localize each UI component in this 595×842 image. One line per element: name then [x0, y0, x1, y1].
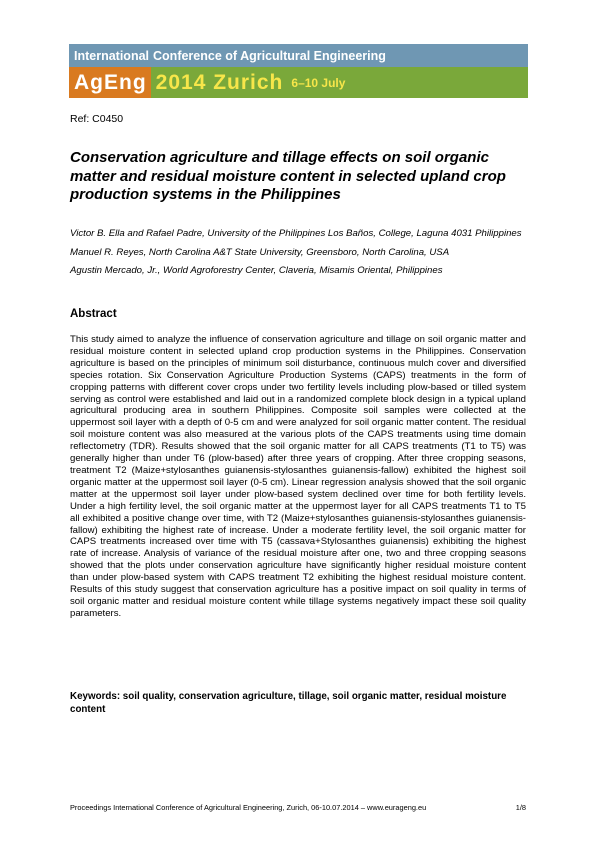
- footer-proceedings: Proceedings International Conference of Agricultural Engineering, Zurich, 06-10.07.2014 – www.eurageng.eu: [70, 803, 427, 812]
- page-number: 1/8: [515, 803, 526, 812]
- banner-top-row: [69, 44, 528, 67]
- abstract-heading: Abstract: [70, 308, 117, 320]
- author-affiliation: Manuel R. Reyes, North Carolina A&T State University, Greensboro, North Carolina, USA: [70, 246, 450, 258]
- paper-reference: Ref: C0450: [70, 113, 124, 125]
- keywords: Keywords: soil quality, conservation agriculture, tillage, soil organic matter, residual moisture content: [70, 691, 507, 715]
- banner-conference-name: Conference of Agricultural Engineering: [153, 48, 386, 63]
- author-affiliation: Agustin Mercado, Jr., World Agroforestry Center, Claveria, Misamis Oriental, Philippines: [70, 265, 443, 276]
- banner-international: International: [74, 48, 150, 63]
- paper-title: Conservation agriculture and tillage effects on soil organic matter and residual moisture content in selected upland crop production systems in the Philippines: [70, 149, 506, 203]
- banner-bottom-row: [69, 67, 528, 98]
- banner-location-block: [151, 67, 528, 98]
- banner-dates: 6–10 July: [291, 75, 346, 90]
- author-affiliation: Victor B. Ella and Rafael Padre, University of the Philippines Los Baños, College, Laguna 4031 Philippines: [70, 228, 522, 239]
- banner-location: 2014 Zurich: [155, 70, 284, 94]
- conference-banner: [69, 44, 528, 98]
- author-list: [70, 227, 530, 283]
- abstract-body: This study aimed to analyze the influence of conservation agriculture and tillage on soil organic matter and residual moisture content in selected upland crop production systems in the Philippines. Conservation agriculture is based on the principles of minimum soil disturbance, continuous mulch cover and diversified species rotation. Six Conservation Agriculture Production Systems (CAPS) treatments in the form of cropping patterns with different cover crops under two fertility levels including plow-based or tilled system serving as control were established and laid out in a randomized complete block design in a typical upland agricultural producing area in southern Philippines. Composite soil samples were collected at the uppermost soil layer with a depth of 0-5 cm and were analyzed for soil organic matter content. The residual soil moisture content was also measured at the various plots of the CAPS treatments using time domain reflectometry (TDR). Results showed that the soil organic matter for all CAPS treatments (T1 to T5) was generally higher than under T6 (plow-based) after three years of cropping. After three cropping seasons, treatment T2 (Maize+stylosanthes guianensis-stylosanthes guianensis-fallow) exhibited the highest soil organic matter at the uppermost soil layer (0-5 cm). Linear regression analysis showed that the soil organic matter at the uppermost soil layer under plow-based system declined over time for both fertility levels. Under a high fertility level, the soil organic matter at the uppermost layer for all CAPS treatments T1 to T5 all exhibited a positive change over time, with T2 (Maize+stylosanthes guianensis-stylosanthes guianensis-fallow) exhibiting the highest rate of increase. Under a moderate fertility level, the soil organic matter for CAPS treatments increased over time with T5 (cassava+Stylosanthes guianensis) exhibiting the highest rate of increase. Analysis of variance of the residual moisture after one, two and three cropping seasons showed that the plots under conservation agriculture have significantly higher residual moisture content than under plow-based system with CAPS treatment T2 exhibiting the highest residual moisture content. Results of this study suggest that conservation agriculture has a positive impact on soil quality in terms of soil organic matter and residual moisture content while tillage systems negatively impact these soil quality parameters.: [70, 334, 526, 619]
- page-footer: [70, 803, 526, 812]
- banner-brand: AgEng: [69, 67, 151, 98]
